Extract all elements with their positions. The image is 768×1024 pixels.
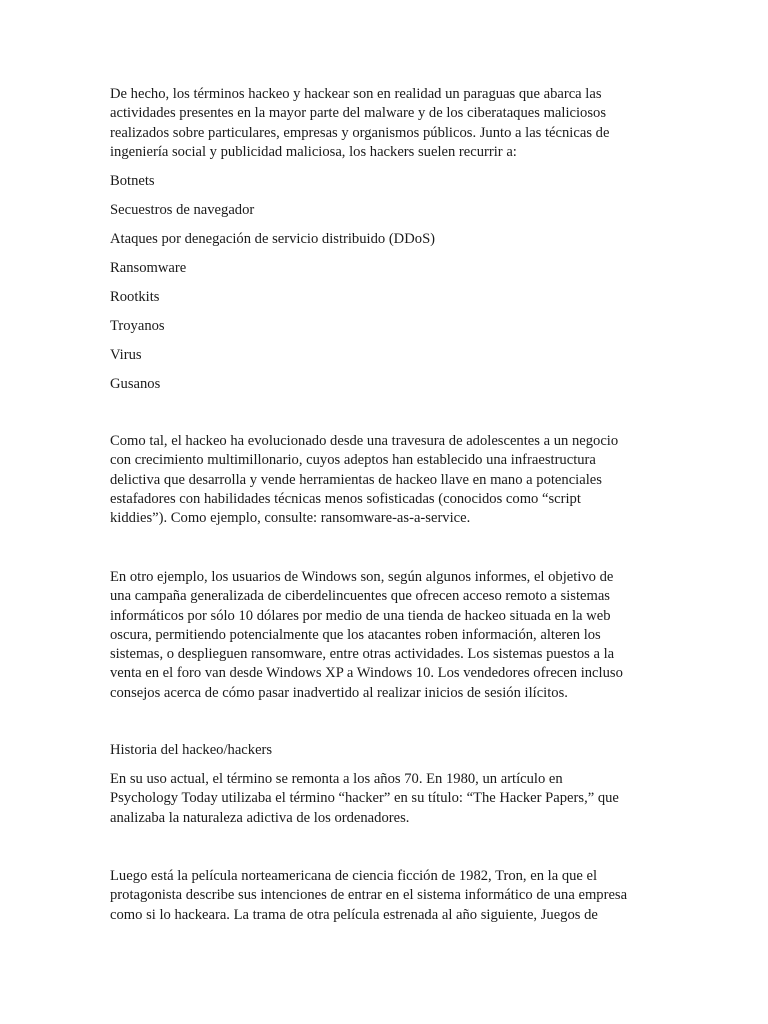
list-item-gusanos: Gusanos xyxy=(110,376,161,392)
list-item-virus: Virus xyxy=(110,347,142,363)
text-line: ingeniería social y publicidad maliciosa, los hackers suelen recurrir a: xyxy=(110,143,517,160)
text-line: estafadores con habilidades técnicas menos sofisticadas (conocidos como “script xyxy=(110,490,581,507)
list-item-troyanos: Troyanos xyxy=(110,318,165,334)
text-line: kiddies”). Como ejemplo, consulte: ransomware-as-a-service. xyxy=(110,510,471,527)
text-line: Psychology Today utilizaba el término “hacker” en su título: “The Hacker Papers,” que xyxy=(110,790,619,807)
text-line: En otro ejemplo, los usuarios de Windows son, según algunos informes, el objetivo de xyxy=(110,569,614,585)
list-item-secuestros: Secuestros de navegador xyxy=(110,202,255,218)
text-line: una campaña generalizada de ciberdelincuentes que ofrecen acceso remoto a sistemas xyxy=(110,588,610,605)
text-line: como si lo hackeara. La trama de otra película estrenada al año siguiente, Juegos de xyxy=(110,906,598,923)
paragraph-windows-ejemplo xyxy=(110,568,658,703)
paragraph-hackeo-negocio xyxy=(110,432,658,528)
list-item-rootkits: Rootkits xyxy=(110,289,160,305)
text-line: Luego está la película norteamericana de ciencia ficción de 1982, Tron, en la que el xyxy=(110,868,598,884)
list-item-ddos: Ataques por denegación de servicio distribuido (DDoS) xyxy=(110,231,436,247)
text-line: actividades presentes en la mayor parte del malware y de los ciberataques maliciosos xyxy=(110,105,606,122)
paragraph-tron xyxy=(110,867,658,925)
text-line: venta en el foro van desde Windows XP a Windows 10. Los vendedores ofrecen incluso xyxy=(110,665,623,682)
paragraph-historia xyxy=(110,770,658,828)
text-line: informáticos por sólo 10 dólares por medio de una tienda de hackeo situada en la web xyxy=(110,607,611,624)
text-line: oscura, permitiendo potencialmente que los atacantes roben información, alteren los xyxy=(110,626,601,643)
text-line: con crecimiento multimillonario, cuyos adeptos han establecido una infraestructura xyxy=(110,452,596,469)
list-item-ransomware: Ransomware xyxy=(110,260,187,276)
section-heading: Historia del hackeo/hackers xyxy=(110,742,273,758)
text-line: Como tal, el hackeo ha evolucionado desde una travesura de adolescentes a un negocio xyxy=(110,433,619,449)
text-line: En su uso actual, el término se remonta a los años 70. En 1980, un artículo en xyxy=(110,771,563,787)
text-line: realizados sobre particulares, empresas y organismos públicos. Junto a las técnicas de xyxy=(110,124,610,141)
text-line: delictiva que desarrolla y vende herramientas de hackeo llave en mano a potenciales xyxy=(110,471,602,488)
text-line: analizaba la naturaleza adictiva de los ordenadores. xyxy=(110,809,410,826)
intro-paragraph xyxy=(110,85,658,162)
text-line: consejos acerca de cómo pasar inadvertido al realizar inicios de sesión ilícitos. xyxy=(110,684,568,701)
text-line: protagonista describe sus intenciones de entrar en el sistema informático de una empresa xyxy=(110,887,628,904)
text-line: De hecho, los términos hackeo y hackear son en realidad un paraguas que abarca las xyxy=(110,86,602,102)
text-line: sistemas, o desplieguen ransomware, entre otras actividades. Los sistemas puestos a la xyxy=(110,646,615,663)
list-item-botnets: Botnets xyxy=(110,173,155,189)
